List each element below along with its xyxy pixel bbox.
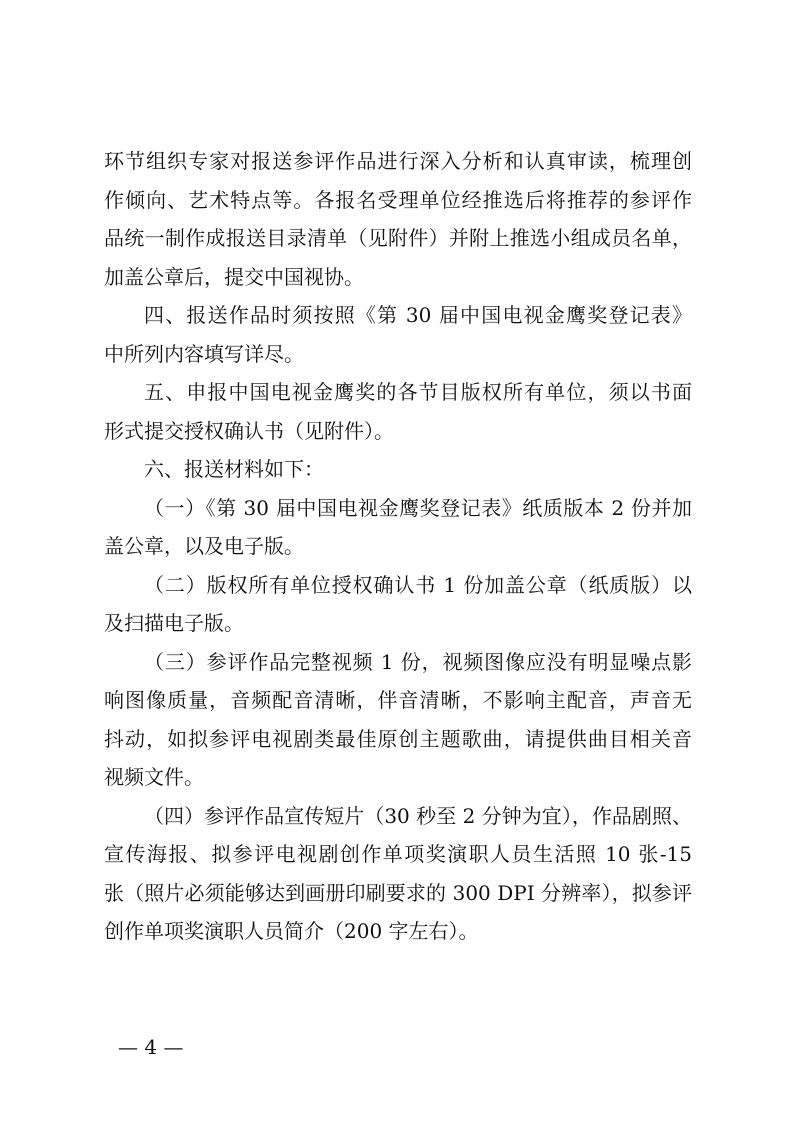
- text-line: 品统一制作成报送目录清单（见附件）并附上推选小组成员名单，: [104, 226, 692, 250]
- body-text: [104, 142, 692, 951]
- text-line: 盖公章，以及电子版。: [104, 534, 304, 558]
- text-line: 响图像质量，音频配音清晰，伴音清晰，不影响主配音，声音无: [104, 688, 692, 712]
- text-line: 张（照片必须能够达到画册印刷要求的 300 DPI 分辨率），拟参评: [104, 880, 692, 905]
- text-line: （四）参评作品宣传短片（30 秒至 2 分钟为宜），作品剧照、: [144, 803, 692, 828]
- text-line: 六、报送材料如下：: [144, 457, 324, 481]
- text-line: 作倾向、艺术特点等。各报名受理单位经推选后将推荐的参评作: [104, 187, 692, 212]
- text-line: 环节组织专家对报送参评作品进行深入分析和认真审读，梳理创: [104, 149, 692, 173]
- text-line: 视频文件。: [104, 765, 204, 789]
- text-line: 四、报送作品时须按照《第 30 届中国电视金鹰奖登记表》: [144, 303, 692, 327]
- text-line: 中所列内容填写详尽。: [104, 341, 304, 366]
- text-line: 宣传海报、拟参评电视剧创作单项奖演职人员生活照 10 张-15: [104, 842, 692, 866]
- text-line: （三）参评作品完整视频 1 份，视频图像应没有明显噪点影: [144, 649, 692, 674]
- text-line: 及扫描电子版。: [104, 611, 244, 635]
- page-number: — 4 —: [118, 1035, 184, 1059]
- text-line: 形式提交授权确认书（见附件）。: [104, 418, 394, 443]
- text-line: 抖动，如拟参评电视剧类最佳原创主题歌曲，请提供曲目相关音: [104, 726, 692, 751]
- text-line: （一）《第 30 届中国电视金鹰奖登记表》纸质版本 2 份并加: [144, 495, 692, 520]
- text-line: 创作单项奖演职人员简介（200 字左右）。: [104, 919, 479, 943]
- text-line: （二）版权所有单位授权确认书 1 份加盖公章（纸质版）以: [144, 572, 692, 597]
- text-line: 五、申报中国电视金鹰奖的各节目版权所有单位，须以书面: [144, 380, 692, 404]
- text-line: 加盖公章后，提交中国视协。: [104, 264, 364, 289]
